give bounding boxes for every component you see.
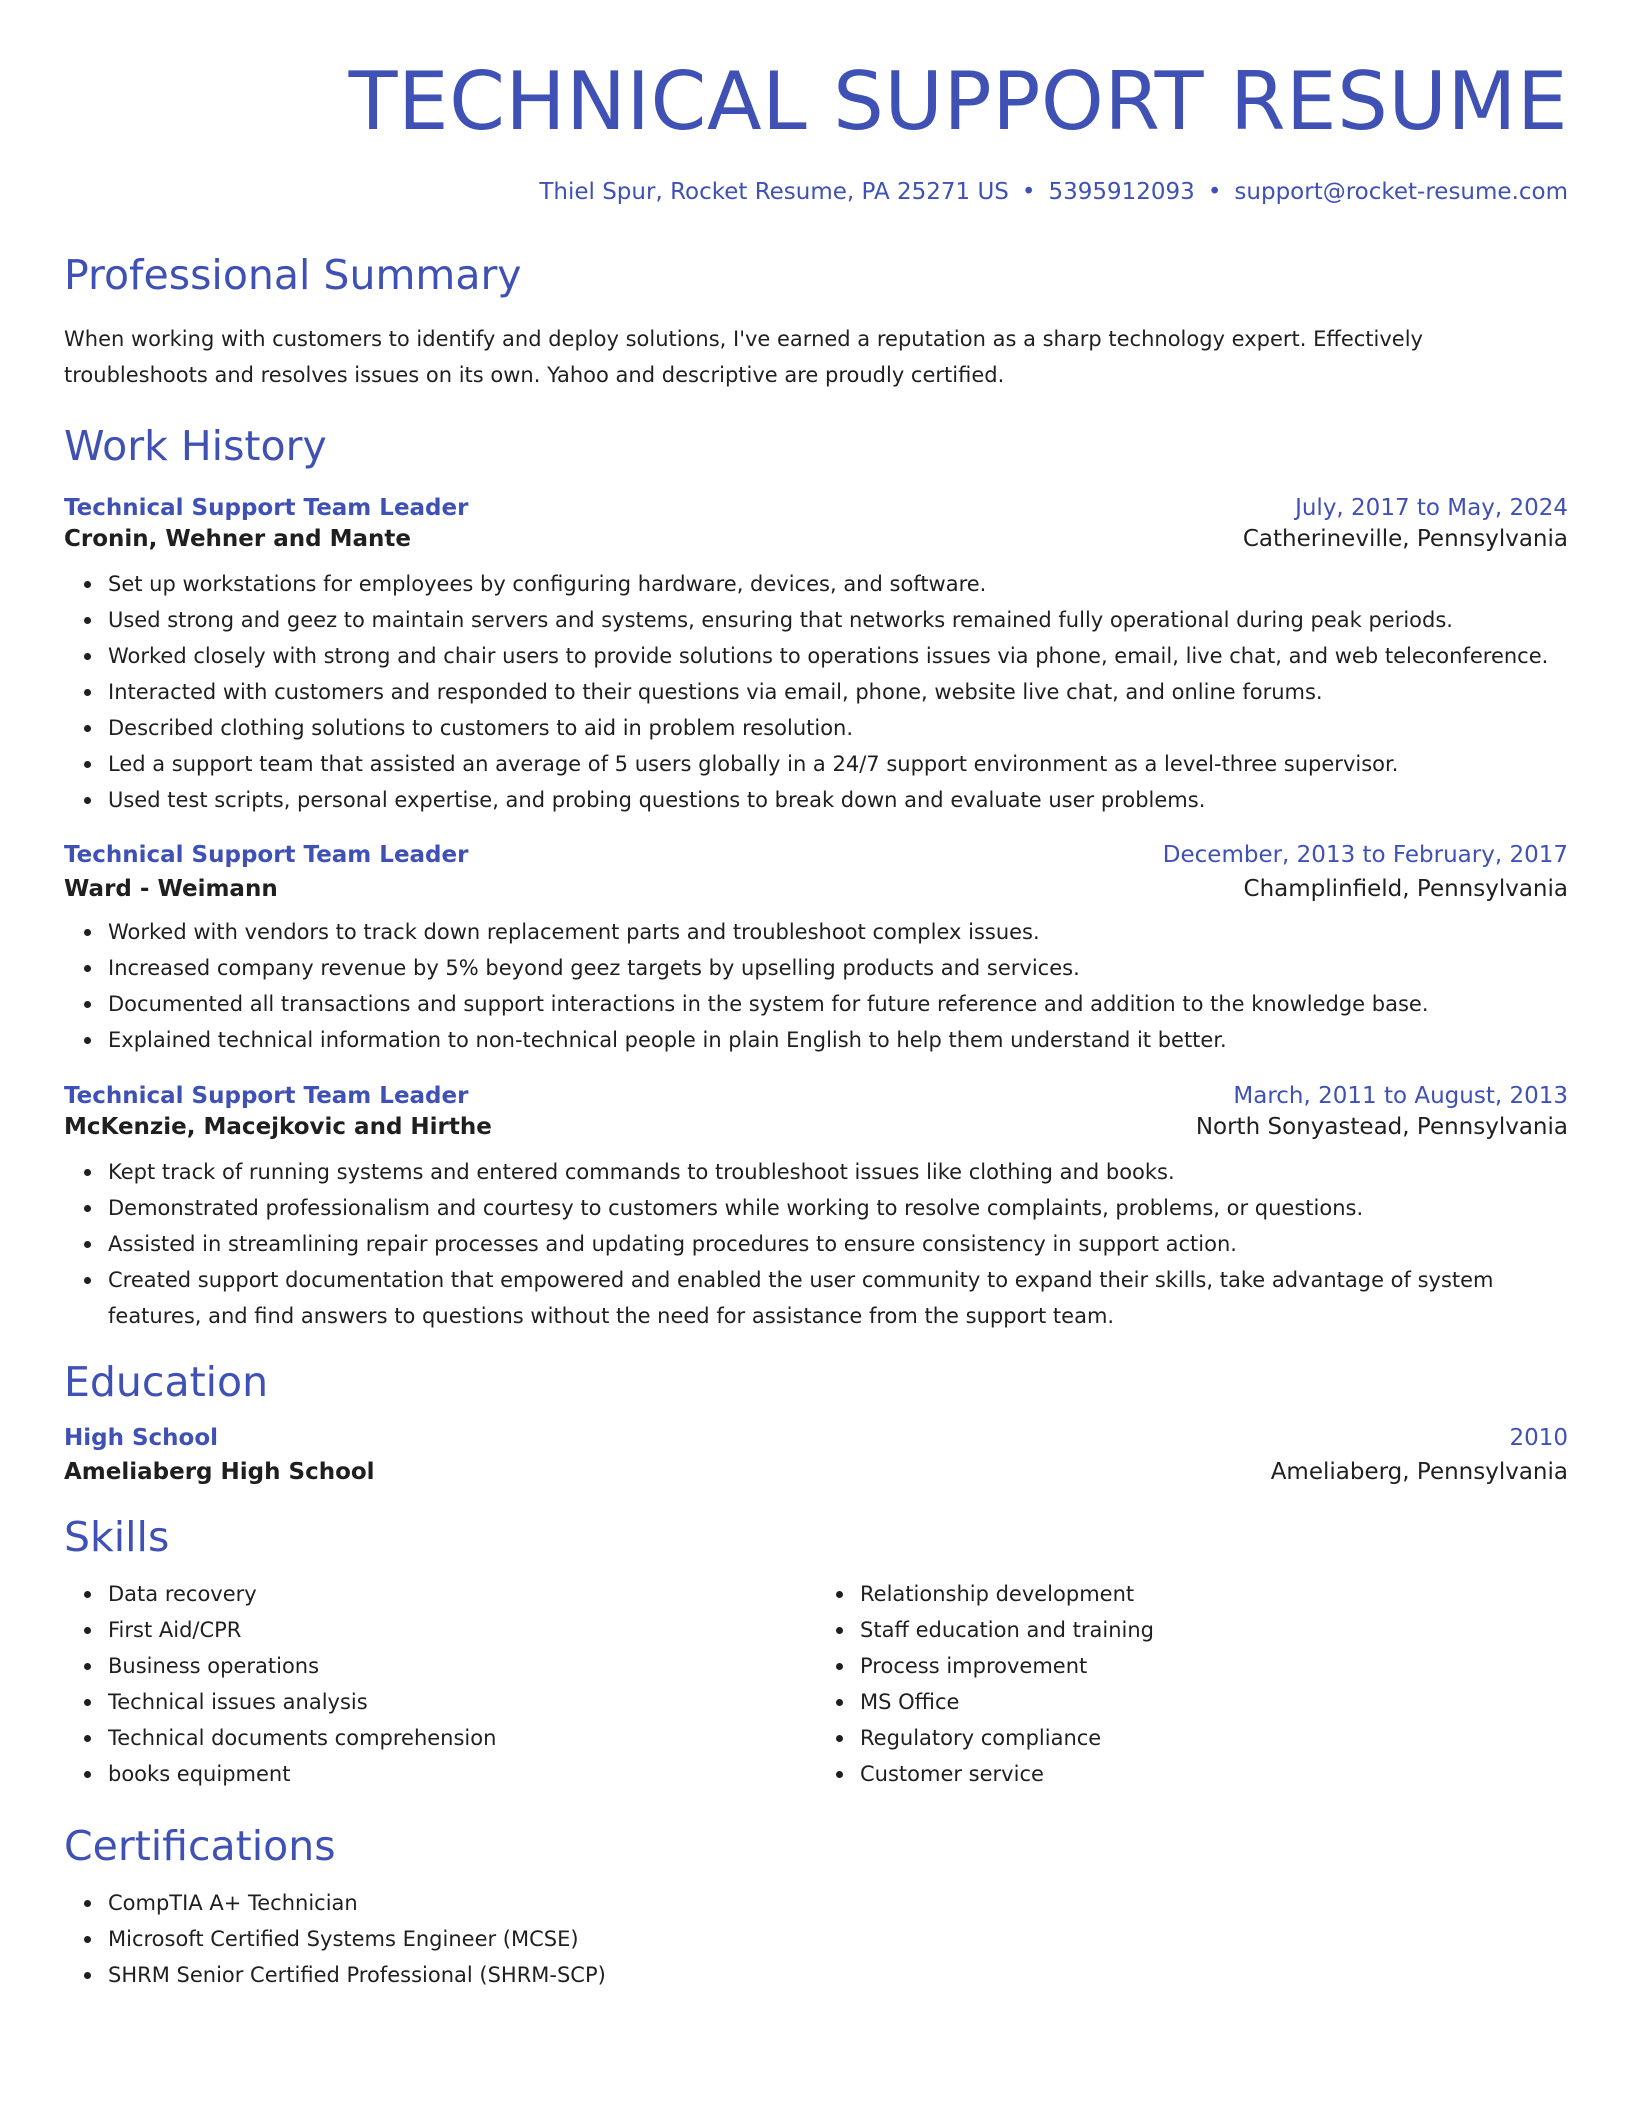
list-item: Customer service: [860, 1756, 1568, 1792]
contact-separator: •: [1207, 179, 1222, 205]
list-item: Data recovery: [108, 1576, 816, 1612]
list-item: MS Office: [860, 1684, 1568, 1720]
contact-address: Thiel Spur, Rocket Resume, PA 25271 US: [539, 179, 1009, 205]
skills-right-column: [816, 1576, 1568, 1792]
job-title: Technical Support Team Leader: [64, 495, 469, 521]
list-item: Worked with vendors to track down replacement parts and troubleshoot complex issues.: [108, 914, 1568, 950]
list-item: Assisted in streamlining repair processes and updating procedures to ensure consistency in support action.: [108, 1226, 1568, 1262]
list-item: Worked closely with strong and chair users to provide solutions to operations issues via phone, email, live chat, and web teleconference.: [108, 638, 1568, 674]
education-heading: Education: [64, 1358, 269, 1406]
resume-page: [64, 0, 1568, 1993]
education-header-row: [64, 1425, 1568, 1451]
job-title: Technical Support Team Leader: [64, 1083, 469, 1109]
list-item: Used strong and geez to maintain servers and systems, ensuring that networks remained fully operational during peak periods.: [108, 602, 1568, 638]
work-history-heading: Work History: [64, 422, 327, 470]
job-entry: [64, 1083, 1568, 1334]
list-item: books equipment: [108, 1756, 816, 1792]
contact-line: [64, 179, 1568, 211]
job-location: Catherineville, Pennsylvania: [1242, 526, 1568, 552]
list-item: Technical documents comprehension: [108, 1720, 816, 1756]
list-item: Set up workstations for employees by configuring hardware, devices, and software.: [108, 566, 1568, 602]
job-location: North Sonyastead, Pennsylvania: [1195, 1114, 1568, 1140]
list-item: Kept track of running systems and entered commands to troubleshoot issues like clothing and books.: [108, 1154, 1568, 1190]
list-item: Created support documentation that empowered and enabled the user community to expand their skills, take advantage of system features, and find answers to questions without the need for assistance from the support team.: [108, 1262, 1568, 1334]
list-item: Technical issues analysis: [108, 1684, 816, 1720]
list-item: Regulatory compliance: [860, 1720, 1568, 1756]
skills-heading: Skills: [64, 1513, 170, 1561]
job-location: Champlinfield, Pennsylvania: [1243, 876, 1568, 902]
list-item: Process improvement: [860, 1648, 1568, 1684]
job-header-row: [64, 842, 1568, 868]
job-bullets: [64, 914, 1568, 1058]
education-entry: [64, 1425, 1568, 1485]
list-item: Microsoft Certified Systems Engineer (MCSE): [108, 1921, 1568, 1957]
job-dates: July, 2017 to May, 2024: [1295, 495, 1568, 521]
list-item: Business operations: [108, 1648, 816, 1684]
list-item: Interacted with customers and responded to their questions via email, phone, website live chat, and online forums.: [108, 674, 1568, 710]
list-item: SHRM Senior Certified Professional (SHRM-SCP): [108, 1957, 1568, 1993]
list-item: Relationship development: [860, 1576, 1568, 1612]
list-item: Explained technical information to non-technical people in plain English to help them understand it better.: [108, 1022, 1568, 1058]
job-title: Technical Support Team Leader: [64, 842, 469, 868]
job-header-row: [64, 495, 1568, 521]
list-item: First Aid/CPR: [108, 1612, 816, 1648]
job-company-row: [64, 526, 1568, 552]
job-company: Cronin, Wehner and Mante: [64, 526, 411, 552]
resume-name: TECHNICAL SUPPORT RESUME: [348, 55, 1568, 148]
contact-phone: 5395912093: [1048, 179, 1195, 205]
education-location: Ameliaberg, Pennsylvania: [1270, 1459, 1568, 1485]
education-school: Ameliaberg High School: [64, 1459, 375, 1485]
education-degree: High School: [64, 1425, 219, 1451]
list-item: Increased company revenue by 5% beyond geez targets by upselling products and services.: [108, 950, 1568, 986]
list-item: Documented all transactions and support interactions in the system for future reference and addition to the knowledge base.: [108, 986, 1568, 1022]
job-dates: December, 2013 to February, 2017: [1162, 842, 1568, 868]
education-year: 2010: [1509, 1425, 1568, 1451]
list-item: Described clothing solutions to customers to aid in problem resolution.: [108, 710, 1568, 746]
skills-left-column: [64, 1576, 816, 1792]
contact-separator: •: [1021, 179, 1036, 205]
job-company: Ward - Weimann: [64, 876, 278, 902]
contact-email: support@rocket-resume.com: [1234, 179, 1568, 205]
list-item: Led a support team that assisted an average of 5 users globally in a 24/7 support environment as a level-three supervisor.: [108, 746, 1568, 782]
job-company-row: [64, 876, 1568, 902]
job-header-row: [64, 1083, 1568, 1109]
skills-grid: [64, 1576, 1568, 1792]
list-item: Staff education and training: [860, 1612, 1568, 1648]
job-bullets: [64, 1154, 1568, 1334]
job-dates: March, 2011 to August, 2013: [1233, 1083, 1568, 1109]
list-item: Used test scripts, personal expertise, and probing questions to break down and evaluate user problems.: [108, 782, 1568, 818]
list-item: CompTIA A+ Technician: [108, 1885, 1568, 1921]
summary-heading: Professional Summary: [64, 251, 522, 299]
job-entry: [64, 842, 1568, 1058]
list-item: Demonstrated professionalism and courtesy to customers while working to resolve complaints, problems, or questions.: [108, 1190, 1568, 1226]
certifications-list: [64, 1885, 1568, 1993]
education-school-row: [64, 1459, 1568, 1485]
job-bullets: [64, 566, 1568, 818]
job-company: McKenzie, Macejkovic and Hirthe: [64, 1114, 492, 1140]
summary-text: When working with customers to identify and deploy solutions, I've earned a reputation as a sharp technology expert. Effectively troubleshoots and resolves issues on its own. Yahoo and descriptive are proudly certified.: [64, 327, 1423, 387]
certifications-heading: Certifications: [64, 1822, 336, 1870]
job-entry: [64, 495, 1568, 818]
job-company-row: [64, 1114, 1568, 1140]
